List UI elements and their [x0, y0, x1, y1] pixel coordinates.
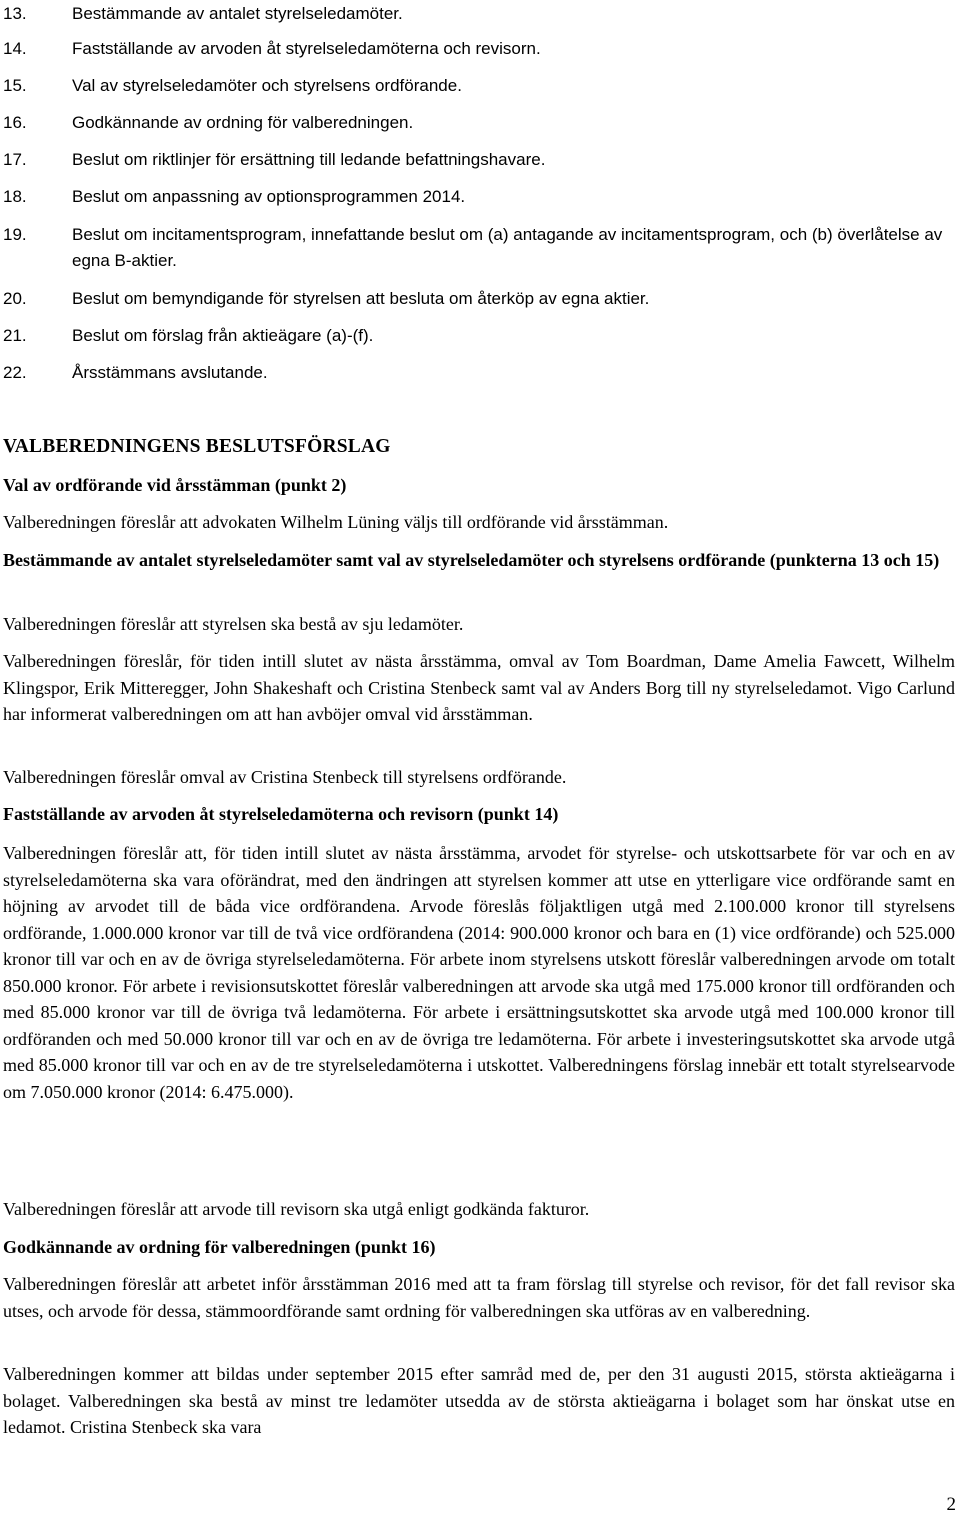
- subheading: Fastställande av arvoden åt styrelseledamöterna och revisorn (punkt 14): [3, 804, 559, 824]
- paragraph: Valberedningen föreslår att arbetet inför årsstämman 2016 med att ta fram förslag till styrelse och revisor, för det fall revisor ska utses, och arvode för dessa, stämmoordförande samt ordning för valberedningen ska utföras av en valberedning.: [3, 1274, 955, 1321]
- subheading: Godkännande av ordning för valberedningen (punkt 16): [3, 1237, 436, 1257]
- agenda-text: Årsstämmans avslutande.: [72, 363, 268, 382]
- subheading: Val av ordförande vid årsstämman (punkt 2): [3, 475, 347, 495]
- paragraph: Valberedningen föreslår, för tiden intill slutet av nästa årsstämma, omval av Tom Boardman, Dame Amelia Fawcett, Wilhelm Klingspor, Erik Mitteregger, John Shakeshaft och Cristina Stenbeck samt val av Anders Borg till ny styrelseledamot. Vigo Carlund har informerat valberedningen om att han avböjer omval vid årsstämman.: [3, 651, 955, 724]
- agenda-number: 22.: [3, 363, 27, 382]
- agenda-text: Beslut om förslag från aktieägare (a)-(f).: [72, 326, 374, 345]
- paragraph: Valberedningen föreslår att arvode till revisorn ska utgå enligt godkända fakturor.: [3, 1199, 590, 1219]
- agenda-number: 16.: [3, 113, 27, 132]
- agenda-text: Beslut om riktlinjer för ersättning till ledande befattningshavare.: [72, 150, 546, 169]
- agenda-text: Bestämmande av antalet styrelseledamöter.: [72, 4, 403, 23]
- paragraph: Valberedningen föreslår att styrelsen ska bestå av sju ledamöter.: [3, 614, 464, 634]
- agenda-number: 18.: [3, 187, 27, 206]
- agenda-number: 13.: [3, 4, 27, 23]
- agenda-number: 15.: [3, 76, 27, 95]
- agenda-text: Beslut om incitamentsprogram, innefattande beslut om (a) antagande av incitamentsprogram, och (b) överlåtelse av egna B-aktier.: [72, 225, 943, 270]
- paragraph: Valberedningen kommer att bildas under september 2015 efter samråd med de, per den 31 augusti 2015, största aktieägarna i bolaget. Valberedningen ska bestå av minst tre ledamöter utsedda av de största aktieägarna i bolaget som har önskat utse en ledamot. Cristina Stenbeck ska vara: [3, 1364, 955, 1437]
- paragraph: Valberedningen föreslår omval av Cristina Stenbeck till styrelsens ordförande.: [3, 767, 567, 787]
- agenda-number: 21.: [3, 326, 27, 345]
- agenda-text: Val av styrelseledamöter och styrelsens ordförande.: [72, 76, 462, 95]
- subheading: Bestämmande av antalet styrelseledamöter samt val av styrelseledamöter och styrelsens ordförande (punkterna 13 och 15): [3, 550, 940, 570]
- paragraph: Valberedningen föreslår att, för tiden intill slutet av nästa årsstämma, arvodet för styrelse- och utskottsarbete för var och en av styrelseledamöterna ska vara oförändrat, med den ändringen att styrelsen kommer att utse en ytterligare vice ordförande samt en höjning av arvodet till de båda vice ordförandena. Arvode föreslås följaktligen utgå med 2.100.000 kronor till styrelsens ordförande, 1.000.000 kronor var till de två vice ordförandena (2014: 900.000 kronor och bara en (1) vice ordförande) och 525.000 kronor till var och en av de övriga styrelseledamöterna. För arbete inom styrelsens utskott föreslår valberedningen arvode om totalt 850.000 kronor. För arbete i revisionsutskottet föreslår valberedningen att arvode ska utgå med 175.000 kronor till ordföranden och med 85.000 kronor var till de övriga två ledamöterna. För arbete i ersättningsutskottet ska arvode utgå med 100.000 kronor till ordföranden och med 50.000 kronor till var och en av de övriga tre ledamöterna. För arbete i investeringsutskottet ska arvode utgå med 85.000 kronor till var och en av de tre styrelseledamöterna i utskottet. Valberedningens förslag innebär ett totalt styrelsearvode om 7.050.000 kronor (2014: 6.475.000).: [3, 843, 955, 1102]
- section-heading: VALBEREDNINGENS BESLUTSFÖRSLAG: [3, 436, 391, 457]
- agenda-text: Beslut om anpassning av optionsprogrammen 2014.: [72, 187, 466, 206]
- agenda-text: Beslut om bemyndigande för styrelsen att besluta om återköp av egna aktier.: [72, 289, 650, 308]
- agenda-number: 19.: [3, 225, 27, 244]
- agenda-text: Godkännande av ordning för valberedningen.: [72, 113, 414, 132]
- paragraph: Valberedningen föreslår att advokaten Wilhelm Lüning väljs till ordförande vid årsstämman.: [3, 512, 669, 532]
- agenda-text: Fastställande av arvoden åt styrelseledamöterna och revisorn.: [72, 39, 541, 58]
- agenda-number: 17.: [3, 150, 27, 169]
- agenda-number: 20.: [3, 289, 27, 308]
- page-number: 2: [946, 1494, 956, 1515]
- agenda-number: 14.: [3, 39, 27, 58]
